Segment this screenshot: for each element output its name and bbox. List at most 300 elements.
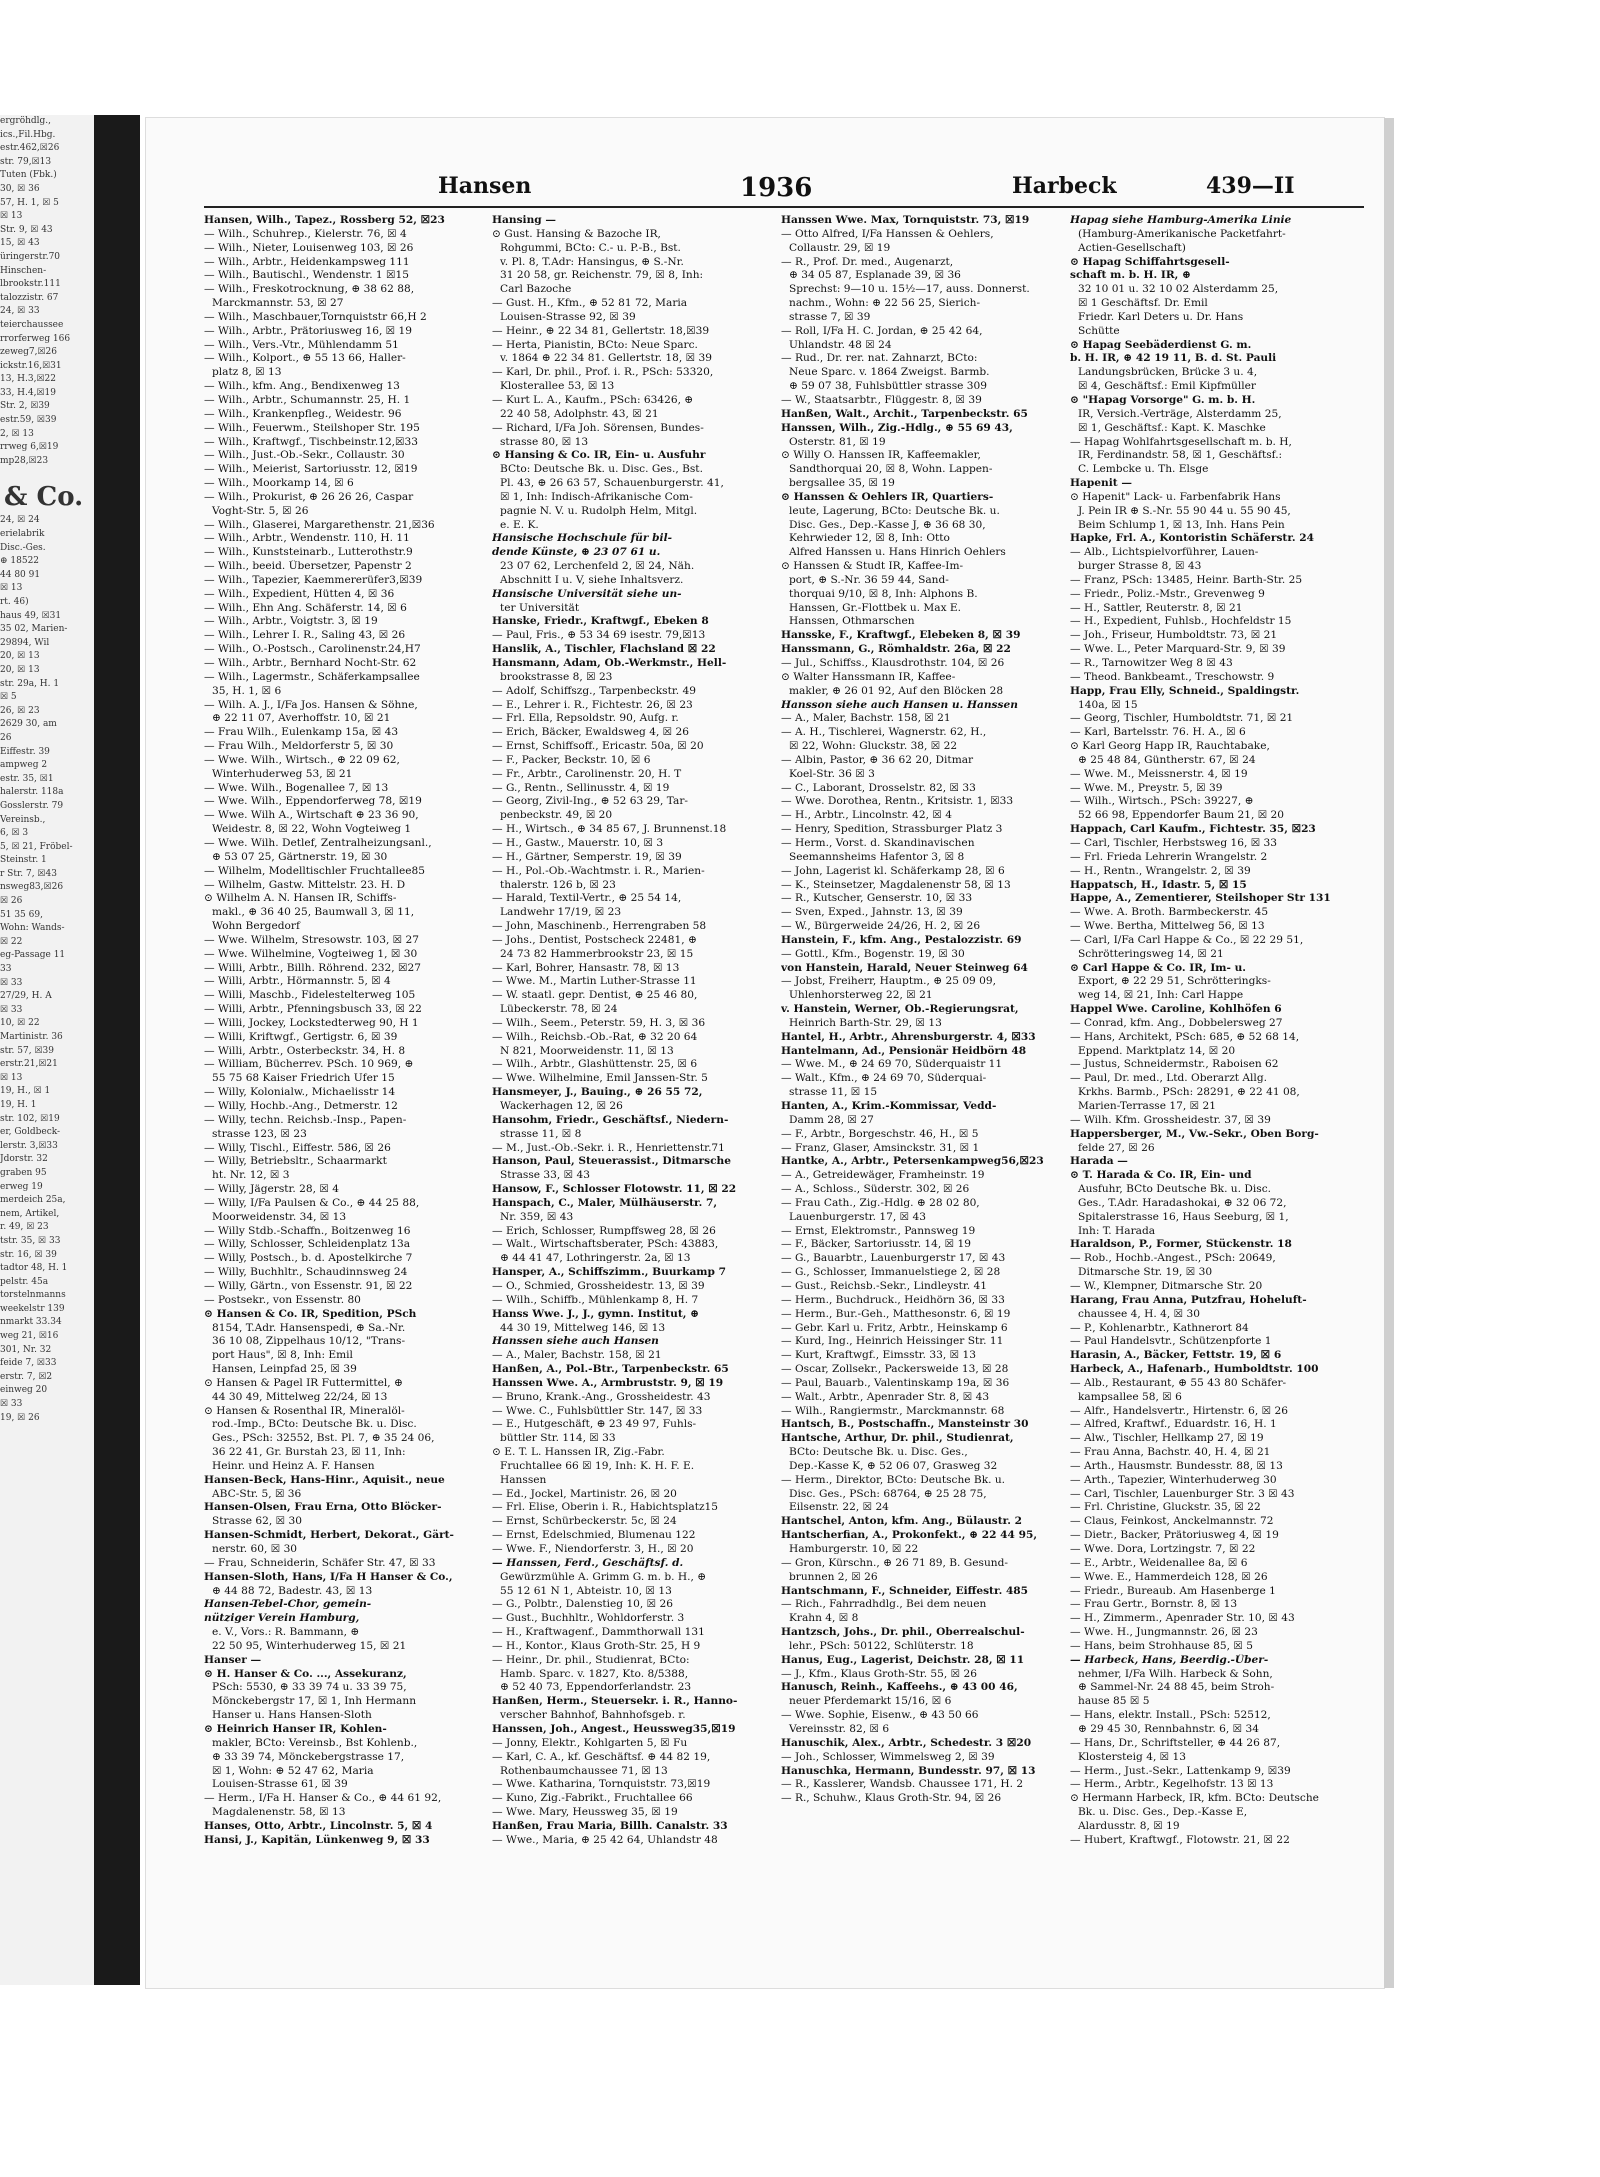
previous-page-fragment: 27/29, H. A [0,991,52,1002]
directory-entry: Happatsch, H., Idastr. 5, ☒ 15 [1070,878,1247,891]
directory-entry: — Willi, Jockey, Lockstedterweg 90, H 1 [204,1016,419,1029]
directory-entry: brookstrasse 8, ☒ 23 [500,670,613,683]
directory-entry: neuer Pferdemarkt 15/16, ☒ 6 [789,1695,952,1708]
directory-entry: — H., Expedient, Fuhlsb., Hochfeldstr 15 [1070,615,1292,628]
directory-entry: — Walt., Arbtr., Apenrader Str. 8, ☒ 43 [781,1390,990,1403]
previous-page-fragment: 35 02, Marien- [0,624,68,635]
directory-entry: — Wilh., Arbtr., Voigtstr. 3, ☒ 19 [204,615,378,628]
previous-page-fragment: ☒ 13 [0,211,23,222]
directory-entry: — Karl, C. A., kf. Geschäftsf. ⊕ 44 82 19, [492,1750,711,1763]
directory-page [146,118,1384,1988]
directory-entry: BCto: Deutsche Bk. u. Disc. Ges., Bst. [500,463,703,476]
directory-entry: Damm 28, ☒ 27 [789,1113,874,1126]
directory-entry: Neue Sparc. v. 1864 Zweigst. Barmb. [789,366,990,379]
directory-entry: Lauenburgerstr. 17, ☒ 43 [789,1210,926,1223]
directory-entry: Disc. Ges., PSch: 68764, ⊕ 25 28 75, [789,1487,987,1500]
directory-entry: Spitalerstrasse 16, Haus Seeburg, ☒ 1, [1078,1210,1289,1223]
directory-entry: — Frl. Frieda Lehrerin Wrangelstr. 2 [1070,850,1268,863]
directory-entry: — Willy, Jägerstr. 28, ☒ 4 [204,1183,339,1196]
directory-entry: ⊕ 53 07 25, Gärtnerstr. 19, ☒ 30 [212,850,388,863]
directory-entry: Hansen, Wilh., Tapez., Rossberg 52, ☒23 [204,214,445,226]
directory-entry: — Willy, Kolonialw., Michaelisstr 14 [204,1086,396,1099]
directory-entry: Vereinsstr. 82, ☒ 6 [789,1722,890,1735]
directory-entry: — J., Kfm., Klaus Groth-Str. 55, ☒ 26 [781,1667,977,1680]
previous-page-heading: & Co. [4,482,84,513]
directory-entry: — Wwe. Wilhelmine, Vogteiweg 1, ☒ 30 [204,947,418,960]
directory-entry: — M., Just.-Ob.-Sekr. i. R., Henriettenstr.71 [492,1141,725,1154]
previous-page-fragment: ickstr.16,☒31 [0,360,62,371]
directory-entry: ⊕ 34 05 87, Esplanade 39, ☒ 36 [789,269,961,282]
directory-entry: — Carl, I/Fa Carl Happe & Co., ☒ 22 29 51, [1070,933,1304,946]
previous-page-fragment: ☒ 5 [0,692,17,703]
previous-page-fragment: nsweg83,☒26 [0,882,64,893]
directory-entry: — P., Kohlenarbtr., Kathnerort 84 [1070,1321,1249,1334]
directory-entry: — Willi, Arbtr., Pfenningsbusch 33, ☒ 22 [204,1003,422,1016]
header-left-keyword: Hansen [438,173,532,199]
directory-entry: leute, Lagerung, BCto: Deutsche Bk. u. [789,504,1000,517]
directory-entry: — Frau Gertr., Bornstr. 8, ☒ 13 [1070,1598,1238,1611]
directory-entry: Louisen-Strasse 92, ☒ 39 [500,310,636,323]
previous-page-fragment: 2, ☒ 13 [0,428,34,439]
directory-entry: ⊙ Hapag Seebäderdienst G. m. [1070,338,1252,351]
directory-entry: — Willy, Gärtn., von Essenstr. 91, ☒ 22 [204,1279,413,1292]
directory-entry: ⊙ Willy O. Hanssen IR, Kaffeemakler, [781,449,981,462]
directory-entry: — H., Zimmerm., Apenrader Str. 10, ☒ 43 [1070,1612,1295,1625]
previous-page-fragment: 20, ☒ 13 [0,664,40,675]
previous-page-fragment: feide 7, ☒33 [0,1358,57,1369]
previous-page-fragment: 2629 30, am [0,719,57,730]
directory-entry: — Joh., Schlosser, Wimmelsweg 2, ☒ 39 [781,1750,995,1763]
directory-entry: ⊕ 29 45 30, Rennbahnstr. 6, ☒ 34 [1078,1722,1259,1735]
directory-entry: Klostersteig 4, ☒ 13 [1078,1750,1187,1763]
directory-entry: Actien-Gesellschaft) [1078,241,1186,254]
directory-entry: ⊙ H. Hanser & Co. ..., Assekuranz, [204,1667,407,1680]
directory-entry: — Kuno, Zig.-Fabrikt., Fruchtallee 66 [492,1792,693,1805]
directory-entry: — Gust., Reichsb.-Sekr., Lindleystr. 41 [781,1279,988,1292]
directory-entry: Hantzsch, Johs., Dr. phil., Oberrealschul- [781,1626,1025,1639]
directory-entry: — Wilh., Vers.-Vtr., Mühlendamm 51 [204,338,399,351]
directory-entry: — Wilh., Kolport., ⊕ 55 13 66, Haller- [204,352,406,365]
directory-entry: — Wilh., Kunststeinarb., Lutterothstr.9 [204,546,413,559]
directory-entry: makl., ⊕ 36 40 25, Baumwall 3, ☒ 11, [212,906,415,919]
directory-entry: — Wwe. Wilh A., Wirtschaft ⊕ 23 36 90, [204,809,419,822]
directory-entry: — Wwe. F., Niendorferstr. 3, H., ☒ 20 [492,1543,694,1555]
directory-entry: 44 30 49, Mittelweg 22/24, ☒ 13 [212,1390,388,1403]
directory-entry: — Willi, Maschb., Fidelestelterweg 105 [204,989,416,1002]
directory-entry: — Wilh., Maschbauer,Tornquiststr 66,H 2 [204,310,427,323]
previous-page-fragment: 6, ☒ 3 [0,828,29,839]
directory-entry: Hansen-Olsen, Frau Erna, Otto Blöcker- [204,1501,442,1514]
directory-entry: büttler Str. 114, ☒ 33 [500,1432,616,1445]
directory-entry: — Paul, Fris., ⊕ 53 34 69 isestr. 79,☒13 [492,629,706,642]
directory-entry: — Gebr. Karl u. Fritz, Arbtr., Heinskamp 6 [781,1321,1008,1334]
previous-page-fragment: graben 95 [0,1167,47,1178]
directory-entry: Hanten, A., Krim.-Kommissar, Vedd- [781,1100,997,1112]
directory-entry: — Franz, Glaser, Amsinckstr. 31, ☒ 1 [781,1141,980,1154]
directory-entry: burger Strasse 8, ☒ 43 [1078,560,1202,573]
page-header [146,173,1384,203]
directory-entry: ⊙ "Hapag Vorsorge" G. m. b. H. [1070,393,1256,406]
directory-entry: bergsallee 35, ☒ 19 [789,477,895,490]
directory-entry: Hanspach, C., Maler, Mülhäuserstr. 7, [492,1196,718,1209]
directory-entry: Hanssen [500,1473,547,1486]
directory-entry: ☒ 1, Wohn: ⊕ 52 47 62, Maria [212,1764,374,1777]
directory-entry: Hanßen, A., Pol.-Btr., Tarpenbeckstr. 65 [492,1363,729,1376]
directory-entry: Gewürzmühle A. Grimm G. m. b. H., ⊕ [500,1570,707,1583]
directory-entry: Magdalenenstr. 58, ☒ 13 [212,1806,346,1819]
directory-entry: — Hubert, Kraftwgf., Flotowstr. 21, ☒ 22 [1070,1833,1290,1846]
previous-page-fragment: estr.59, ☒39 [0,415,57,426]
directory-entry: — Kurd, Ing., Heinrich Heissinger Str. 11 [781,1335,1004,1348]
directory-entry: 32 10 01 u. 32 10 02 Alsterdamm 25, [1078,283,1279,296]
directory-entry: — Alw., Tischler, Hellkamp 27, ☒ 19 [1070,1432,1264,1445]
previous-page-fragment: Tuten (Fbk.) [0,170,57,181]
directory-entry: — H., Wirtsch., ⊕ 34 85 67, J. Brunnenst.18 [492,823,727,836]
directory-entry: weg 14, ☒ 21, Inh: Carl Happe [1078,989,1244,1002]
directory-entry: — F., Arbtr., Borgeschstr. 46, H., ☒ 5 [781,1127,979,1140]
directory-entry: Rothenbaumchaussee 71, ☒ 13 [500,1764,668,1777]
directory-entry: Disc. Ges., Dep.-Kasse J, ⊕ 36 68 30, [789,518,986,531]
directory-entry: — Frau Wilh., Meldorferstr 5, ☒ 30 [204,740,394,753]
previous-page-fragment: estr. 35, ☒1 [0,773,54,784]
directory-entry: ⊙ Karl Georg Happ IR, Rauchtabake, [1070,740,1270,753]
directory-entry: Inh: T. Harada [1078,1224,1156,1237]
directory-entry: — Frl. Elise, Oberin i. R., Habichtsplatz15 [492,1501,719,1514]
directory-entry: Hanus, Eug., Lagerist, Deichstr. 28, ☒ 11 [781,1653,1025,1666]
directory-entry: 8154, T.Adr. Hansenspedi, ⊕ Sa.-Nr. [212,1321,406,1334]
directory-entry: Dep.-Kasse K, ⊕ 52 06 07, Grasweg 32 [789,1459,998,1472]
previous-page-fragment: rrorferweg 166 [0,333,71,344]
directory-entry: — Wwe. Mary, Heussweg 35, ☒ 19 [492,1806,678,1819]
previous-page-fragment: ☒ 13 [0,1072,23,1083]
directory-entry: Hansmann, Adam, Ob.-Werkmstr., Hell- [492,657,727,669]
directory-entry: — Wwe. E., Hammerdeich 128, ☒ 26 [1070,1570,1268,1583]
directory-entry: Harasin, A., Bäcker, Fettstr. 19, ☒ 6 [1070,1349,1282,1362]
directory-entry: — Heinr., Dr. phil., Studienrat, BCto: [492,1653,690,1666]
previous-page-fragment: mp28,☒23 [0,455,49,466]
directory-entry: — Frau Cath., Zig.-Hdlg. ⊕ 28 02 80, [781,1196,980,1209]
directory-entry: — Georg, Tischler, Humboldtstr. 71, ☒ 21 [1070,712,1294,725]
directory-entry: BCto: Deutsche Bk. u. Disc. Ges., [789,1446,968,1459]
directory-entry: Hantschmann, F., Schneider, Eiffestr. 485 [781,1584,1029,1597]
previous-page-fragment: Disc.-Ges. [0,542,46,553]
directory-entry: Hansen-Schmidt, Herbert, Dekorat., Gärt- [204,1529,454,1542]
directory-entry: Klosterallee 53, ☒ 13 [500,380,615,393]
directory-entry: Hanssen, Gr.-Flottbek u. Max E. [789,601,962,614]
directory-entry: Hansische Hochschule für bil- [492,532,672,545]
directory-entry: Marien-Terrasse 17, ☒ 21 [1078,1100,1216,1112]
directory-entry: 140a, ☒ 15 [1078,698,1138,711]
directory-entry: ⊕ 22 11 07, Averhoffstr. 10, ☒ 21 [212,712,391,725]
directory-entry: — Frau, Schneiderin, Schäfer Str. 47, ☒ 33 [204,1556,436,1569]
directory-entry: Nr. 359, ☒ 43 [500,1210,574,1223]
previous-page-fragment: rt. 46) [0,597,29,607]
directory-entry: — Arth., Hausmstr. Bundesstr. 88, ☒ 13 [1070,1459,1283,1472]
directory-entry: port, ⊕ S.-Nr. 36 59 44, Sand- [789,573,949,586]
directory-entry: Beim Schlump 1, ☒ 13, Inh. Hans Pein [1078,518,1285,531]
directory-entry: chaussee 4, H. 4, ☒ 30 [1078,1307,1200,1320]
directory-entry: — Alfred, Kraftwf., Eduardstr. 16, H. 1 [1070,1418,1277,1431]
previous-page-fragment: nmarkt 33.34 [0,1317,62,1328]
directory-entry: N 821, Moorweidenstr. 11, ☒ 13 [500,1044,674,1057]
previous-page-fragment: 33, H.4,☒19 [0,387,56,398]
directory-entry: — Rich., Fahrradhdlg., Bei dem neuen [781,1598,987,1611]
directory-entry: — Friedr., Poliz.-Mstr., Grevenweg 9 [1070,587,1265,600]
directory-entry: — Jonny, Elektr., Kohlgarten 5, ☒ Fu [492,1736,688,1749]
directory-entry: — A., Maler, Bachstr. 158, ☒ 21 [492,1349,662,1362]
directory-entry: — Wwe. Katharina, Tornquiststr. 73,☒19 [492,1778,711,1791]
directory-entry: — Wwe. Wilh., Bogenallee 7, ☒ 13 [204,781,389,794]
directory-entry: — Georg, Zivil-Ing., ⊕ 52 63 29, Tar- [492,795,688,808]
directory-entry: Hanske, Friedr., Kraftwgf., Ebeken 8 [492,615,709,628]
directory-entry: Hanssen, Joh., Angest., Heussweg35,☒19 [492,1722,736,1735]
directory-entry: — Hans, Dr., Schriftsteller, ⊕ 44 26 87, [1070,1736,1281,1749]
directory-entry: — Wilh., Feuerwm., Steilshoper Str. 195 [204,421,420,434]
directory-entry: — H., Arbtr., Lincolnstr. 42, ☒ 4 [781,809,952,822]
directory-entry: Strasse 62, ☒ 30 [212,1515,302,1528]
directory-entry: nehmer, I/Fa Wilh. Harbeck & Sohn, [1078,1667,1273,1680]
directory-entry: v. Pl. 8, T.Adr: Hansingus, ⊕ S.-Nr. [500,255,684,268]
previous-page-fragment: erstr.21,☒21 [0,1059,58,1070]
directory-entry: — Kurt, Kraftwgf., Eimsstr. 33, ☒ 13 [781,1349,976,1362]
previous-page-fragment: 29894, Wil [0,637,50,648]
directory-entry: — A. H., Tischlerei, Wagnerstr. 62, H., [781,726,987,739]
directory-entry: — Willy, techn. Reichsb.-Insp., Papen- [204,1113,407,1126]
directory-entry: ⊙ Hansen & Co. IR, Spedition, PSch [204,1307,417,1320]
directory-entry: — Frau Wilh., Eulenkamp 15a, ☒ 43 [204,726,399,739]
directory-entry: penbeckstr. 49, ☒ 20 [500,809,613,822]
directory-entry: — Frl. Christine, Gluckstr. 35, ☒ 22 [1070,1501,1261,1514]
directory-entry: nachm., Wohn: ⊕ 22 56 25, Sierich- [789,297,981,310]
directory-entry: v. 1864 ⊕ 22 34 81. Gellertstr. 18, ☒ 39 [500,352,712,365]
directory-entry: — Paul, Bauarb., Valentinskamp 19a, ☒ 36 [781,1376,1010,1389]
directory-entry: — Fr., Arbtr., Carolinenstr. 20, H. T [492,767,682,780]
directory-entry: Krkhs. Barmb., PSch: 28291, ⊕ 22 41 08, [1078,1086,1300,1099]
directory-entry: lehr., PSch: 50122, Schlüterstr. 18 [789,1639,974,1652]
previous-page-fragment: ampweg 2 [0,760,48,771]
directory-entry: Seemannsheims Hafentor 3, ☒ 8 [789,850,965,863]
previous-page-fragment: Eiffestr. 39 [0,746,50,757]
directory-entry: Hansohm, Friedr., Geschäftsf., Niedern- [492,1113,729,1126]
directory-entry: — H., Pol.-Ob.-Wachtmstr. i. R., Marien- [492,864,705,877]
directory-entry: ht. Nr. 12, ☒ 3 [212,1169,290,1182]
directory-entry: — Carl, Tischler, Lauenburger Str. 3 ☒ 43 [1070,1487,1295,1500]
previous-page-fragment: 24, ☒ 33 [0,306,40,317]
directory-entry: — H., Sattler, Reuterstr. 8, ☒ 21 [1070,601,1243,614]
previous-page-fragment: 10, ☒ 22 [0,1018,40,1029]
directory-entry: — Wilh., Arbtr., Heidenkampsweg 111 [204,255,410,268]
directory-entry: — Dietr., Backer, Prätoriusweg 4, ☒ 19 [1070,1529,1279,1542]
directory-entry: Hanssen siehe auch Hansen [492,1335,659,1348]
directory-entry: — Theod. Bankbeamt., Treschowstr. 9 [1070,670,1275,683]
directory-entry: — H., Gärtner, Semperstr. 19, ☒ 39 [492,850,682,863]
previous-page-fragment: halerstr. 118a [0,787,64,798]
directory-entry: Hantel, H., Arbtr., Ahrensburgerstr. 4, ☒33 [781,1030,1036,1043]
previous-page-fragment: str. 79,☒13 [0,156,52,167]
directory-entry: Landwehr 17/19, ☒ 23 [500,906,622,919]
previous-page-fragment: einweg 20 [0,1385,48,1396]
directory-entry: — Wilh., Reichsb.-Ob.-Rat, ⊕ 32 20 64 [492,1030,698,1043]
previous-page-fragment: lbrookstr.111 [0,279,61,290]
directory-entry: — W., Bürgerweide 24/26, H. 2, ☒ 26 [781,920,981,933]
directory-entry: thalerstr. 126 b, ☒ 23 [500,878,616,891]
directory-entry: — Arth., Tapezier, Winterhuderweg 30 [1070,1473,1277,1486]
directory-entry: — Wilhelm, Modelltischler Fruchtallee85 [204,864,426,877]
directory-entry: — Gust., Buchhltr., Wohldorferstr. 3 [492,1612,685,1625]
directory-entry: ⊙ Hansen & Rosenthal IR, Mineralöl- [204,1404,405,1417]
directory-entry: — Wilh., Expedient, Hütten 4, ☒ 36 [204,587,395,600]
directory-entry: — Wilh., Ehn Ang. Schäferstr. 14, ☒ 6 [204,601,407,614]
binding-shadow [94,115,140,1985]
directory-entry: Bk. u. Disc. Ges., Dep.-Kasse E, [1078,1806,1248,1819]
directory-entry: — Wwe. Dorothea, Rentn., Kritsistr. 1, ☒33 [781,795,1014,808]
directory-entry: 55 75 68 Kaiser Friedrich Ufer 15 [212,1072,395,1085]
directory-entry: — R., Kutscher, Genserstr. 10, ☒ 33 [781,892,973,905]
directory-entry: Hansper, A., Schiffszimm., Buurkamp 7 [492,1266,726,1279]
previous-page-fragment: 5, ☒ 21, Fröbel- [0,841,73,852]
directory-entry: ☒ 1, Geschäftsf.: Kapt. K. Maschke [1078,421,1266,434]
previous-page-fragment: str. 29a, H. 1 [0,678,60,689]
directory-entry: Uhlandstr. 48 ☒ 24 [789,338,892,351]
directory-entry: Ges., PSch: 32552, Bst. Pl. 7, ⊕ 35 24 06, [212,1432,435,1445]
directory-entry: 24 73 82 Hammerbrookstr 23, ☒ 15 [500,947,694,960]
directory-entry: ⊙ Hanssen & Studt IR, Kaffee-Im- [781,560,964,573]
directory-entry: — Walt., Wirtschaftsberater, PSch: 43883, [492,1238,719,1251]
directory-entry: — Wilh., kfm. Ang., Bendixenweg 13 [204,380,400,393]
directory-entry: — Wwe. M., Martin Luther-Strasse 11 [492,975,697,988]
directory-entry: ⊕ 44 41 47, Lothringerstr. 2a, ☒ 13 [500,1252,691,1265]
directory-entry: — Henry, Spedition, Strassburger Platz 3 [781,823,1003,836]
directory-entry: — Paul, Dr. med., Ltd. Oberarzt Allg. [1070,1072,1267,1085]
previous-page-fragment: erstr. 7, ☒2 [0,1371,53,1382]
directory-entry: — Franz, PSch: 13485, Heinr. Barth-Str. 25 [1070,573,1303,586]
directory-entry: — A., Maler, Bachstr. 158, ☒ 21 [781,712,951,725]
directory-entry: Hanssen Wwe. Max, Tornquiststr. 73, ☒19 [781,214,1030,226]
directory-entry: Hapenit — [1070,477,1132,490]
directory-entry: — Hanssen, Ferd., Geschäftsf. d. [492,1556,684,1569]
directory-entry: — Wwe. L., Peter Marquard-Str. 9, ☒ 39 [1070,643,1286,656]
directory-entry: Hanusch, Reinh., Kaffeehs., ⊕ 43 00 46, [781,1681,1018,1694]
directory-entry: Mönckebergstr 17, ☒ 1, Inh Hermann [212,1695,417,1708]
previous-page-fragment: ☒ 13 [0,583,23,594]
directory-entry: — Herm., Direktor, BCto: Deutsche Bk. u. [781,1473,1006,1486]
directory-entry: — Justus, Schneidermstr., Raboisen 62 [1070,1058,1279,1071]
directory-entry: Friedr. Karl Deters u. Dr. Hans [1078,310,1244,323]
directory-entry: — Wwe. M., ⊕ 24 69 70, Süderquaistr 11 [781,1058,1003,1071]
page-number: 439—II [1206,173,1295,199]
directory-entry: Haraldson, P., Former, Stückenstr. 18 [1070,1238,1292,1251]
previous-page-fragment: r. 49, ☒ 23 [0,1222,49,1233]
directory-entry: dende Künste, ⊕ 23 07 61 u. [492,546,661,559]
directory-entry: Wackerhagen 12, ☒ 26 [500,1100,623,1112]
directory-entry: — E., Lehrer i. R., Fichtestr. 26, ☒ 23 [492,698,693,711]
directory-entry: ter Universität [500,601,580,614]
directory-entry: — Friedr., Bureaub. Am Hasenberge 1 [1070,1584,1276,1597]
directory-entry: Happ, Frau Elly, Schneid., Spaldingstr. [1070,684,1300,697]
previous-page-fragment: nem, Artikel, [0,1208,60,1219]
previous-page-fragment: 19, H. 1 [0,1099,37,1110]
directory-entry: — A., Getreidewäger, Framheinstr. 19 [781,1169,985,1182]
directory-entry: Ausfuhr, BCto Deutsche Bk. u. Disc. [1078,1183,1271,1196]
directory-entry: — H., Kontor., Klaus Groth-Str. 25, H 9 [492,1639,701,1652]
directory-entry: Schütte [1078,324,1120,337]
directory-entry: b. H. IR, ⊕ 42 19 11, B. d. St. Pauli [1070,352,1277,365]
directory-entry: Hanssmann, G., Römhaldstr. 26a, ☒ 22 [781,643,1011,656]
directory-entry: — Ernst, Elektromstr., Pannsweg 19 [781,1224,976,1237]
directory-entry: ⊙ Carl Happe & Co. IR, Im- u. [1070,961,1246,974]
directory-entry: ☒ 4, Geschäftsf.: Emil Kipfmüller [1078,380,1256,393]
directory-entry: Voght-Str. 5, ☒ 26 [212,504,309,517]
directory-entry: Louisen-Strasse 61, ☒ 39 [212,1778,348,1791]
directory-entry: — Wilh., Moorkamp 14, ☒ 6 [204,477,354,490]
column-3 [781,214,1064,1806]
directory-entry: ⊙ Hanssen & Oehlers IR, Quartiers- [781,490,994,503]
directory-entry: rod.-Imp., BCto: Deutsche Bk. u. Disc. [212,1418,417,1431]
directory-entry: ⊙ T. Harada & Co. IR, Ein- und [1070,1169,1252,1182]
directory-entry: Hansen, Leinpfad 25, ☒ 39 [212,1363,357,1376]
directory-entry: — Harbeck, Hans, Beerdig.-Über- [1070,1653,1269,1666]
directory-entry: — Wilh., Schiffb., Mühlenkamp 8, H. 7 [492,1293,699,1306]
previous-page-fragment: weekelstr 139 [0,1303,65,1314]
previous-page-fragment: pelstr. 45a [0,1276,49,1287]
directory-entry: ⊕ 44 88 72, Badestr. 43, ☒ 13 [212,1584,373,1597]
directory-entry: — Kurt L. A., Kaufm., PSch: 63426, ⊕ [492,393,694,406]
directory-entry: — Gron, Kürschn., ⊕ 26 71 89, B. Gesund- [781,1556,1008,1569]
directory-entry: schaft m. b. H. IR, ⊕ [1070,269,1191,282]
directory-entry: — Wwe. H., Jungmannstr. 26, ☒ 23 [1070,1626,1258,1639]
directory-entry: — G., Schlosser, Immanuelstiege 2, ☒ 28 [781,1266,1001,1279]
directory-entry: — Richard, I/Fa Joh. Sörensen, Bundes- [492,421,704,434]
directory-entry: Happel Wwe. Caroline, Kohlhöfen 6 [1070,1003,1282,1016]
directory-entry: — Alb., Lichtspielvorführer, Lauen- [1070,546,1259,559]
directory-entry: — Ernst, Schürbeckerstr. 5c, ☒ 24 [492,1515,677,1528]
directory-entry: Hantsch, B., Postschaffn., Mansteinstr 30 [781,1418,1029,1431]
directory-entry: — C., Laborant, Drosselstr. 82, ☒ 33 [781,781,976,794]
directory-entry: — Adolf, Schiffszg., Tarpenbeckstr. 49 [492,684,696,697]
next-page-edge [1384,118,1394,1988]
directory-entry: Hanßen, Herm., Steuersekr. i. R., Hanno- [492,1695,738,1708]
directory-entry: — Wwe. Wilh. Detlef, Zentralheizungsanl., [204,836,432,849]
directory-entry: Hanßen, Walt., Archit., Tarpenbeckstr. 65 [781,407,1028,420]
directory-entry: ⊕ 52 40 73, Eppendorferlandstr. 23 [500,1681,692,1694]
directory-entry: Hansische Universität siehe un- [492,587,682,600]
directory-entry: (Hamburg-Amerikanische Packetfahrt- [1078,227,1286,240]
directory-entry: — Alb., Restaurant, ⊕ 55 43 80 Schäfer- [1070,1376,1287,1389]
directory-entry: — Herm., Vorst. d. Skandinavischen [781,836,975,849]
directory-entry: — R., Prof. Dr. med., Augenarzt, [781,255,954,268]
directory-entry: Hanuschka, Hermann, Bundesstr. 97, ☒ 13 [781,1764,1036,1777]
directory-entry: Hantke, A., Arbtr., Petersenkampweg56,☒23 [781,1155,1044,1168]
directory-entry: Hantscherfian, A., Prokonfekt., ⊕ 22 44 95, [781,1529,1038,1542]
directory-entry: — F., Bäcker, Sartoriusstr. 14, ☒ 19 [781,1238,971,1251]
directory-entry: — Wilh., Arbtr., Wendenstr. 110, H. 11 [204,532,410,545]
directory-entry: — Albin, Pastor, ⊕ 36 62 20, Ditmar [781,753,974,766]
directory-entry: — John, Lagerist kl. Schäferkamp 28, ☒ 6 [781,864,1005,877]
directory-entry: — W., Klempner, Ditmarsche Str. 20 [1070,1279,1263,1292]
directory-entry: Alfred Hanssen u. Hans Hinrich Oehlers [789,546,1006,559]
directory-entry: — R., Kasslerer, Wandsb. Chaussee 171, H. 2 [781,1778,1024,1791]
directory-entry: — Wilh., Prokurist, ⊕ 26 26 26, Caspar [204,490,414,503]
directory-entry: Hanssen Wwe. A., Armbruststr. 9, ☒ 19 [492,1376,724,1389]
directory-entry: — R., Tarnowitzer Weg 8 ☒ 43 [1070,657,1233,669]
directory-entry: brunnen 2, ☒ 26 [789,1570,878,1583]
directory-entry: ⊙ Hansen & Pagel IR Futtermittel, ⊕ [204,1376,403,1389]
directory-entry: 35, H. 1, ☒ 6 [212,684,282,697]
directory-entry: strasse 11, ☒ 15 [789,1086,878,1099]
directory-entry: Happach, Carl Kaufm., Fichtestr. 35, ☒23 [1070,823,1316,836]
directory-entry: — Willy, Schlosser, Schleidenplatz 13a [204,1238,411,1251]
column-2 [492,214,775,1848]
